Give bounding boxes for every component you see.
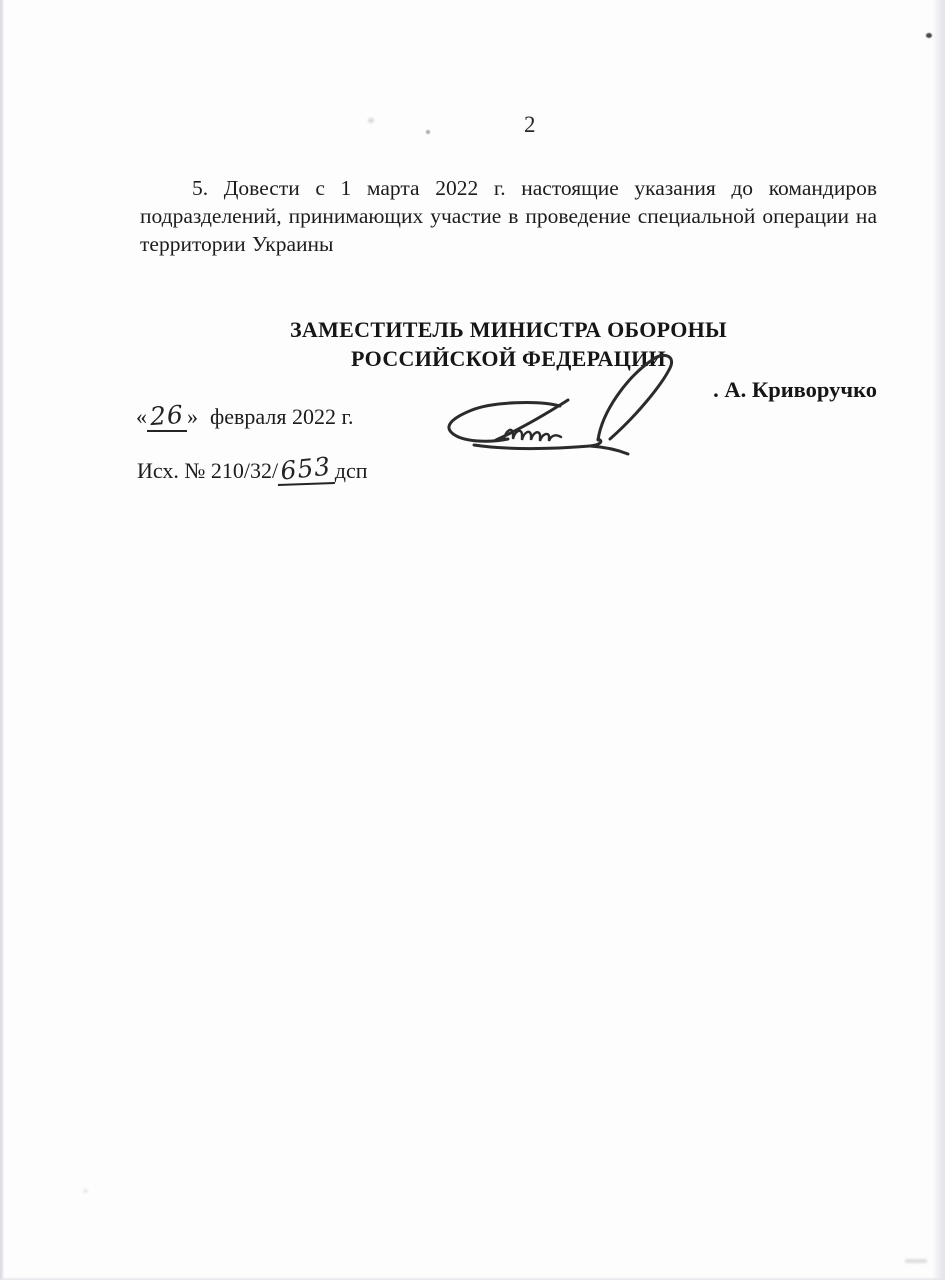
scan-speck bbox=[426, 130, 430, 134]
scan-smudge bbox=[905, 1259, 927, 1263]
signatory-title-line-2: РОССИЙСКОЙ ФЕДЕРАЦИИ bbox=[351, 345, 666, 371]
ref-prefix: Исх. № 210/32/ bbox=[137, 458, 279, 483]
ref-number-blank bbox=[277, 451, 335, 486]
date-rest: февраля 2022 г. bbox=[210, 404, 354, 429]
date-close-quote: » bbox=[187, 404, 198, 429]
date-day-blank bbox=[147, 399, 187, 432]
ref-suffix: дсп bbox=[334, 458, 368, 483]
page-edge-left bbox=[0, 0, 4, 1280]
page-number: 2 bbox=[524, 112, 536, 137]
handwritten-signature-icon bbox=[440, 340, 700, 465]
outgoing-ref-line bbox=[137, 451, 368, 486]
scan-speck bbox=[83, 1189, 88, 1193]
paragraph-line-1: 5. Довести с 1 марта 2022 г. настоящие указания до командиров bbox=[192, 176, 877, 200]
paragraph-line-3: территории Украины bbox=[140, 232, 334, 256]
signatory-title-line-1: ЗАМЕСТИТЕЛЬ МИНИСТРА ОБОРОНЫ bbox=[290, 317, 727, 342]
handwritten-ref-number: 653 bbox=[279, 451, 333, 486]
date-line bbox=[136, 399, 354, 432]
handwritten-day: 26 bbox=[149, 399, 185, 432]
paragraph-line-2: подразделений, принимающих участие в проведение специальной операции на bbox=[140, 204, 877, 228]
signatory-name: . А. Криворучко bbox=[713, 377, 877, 402]
scan-speck bbox=[368, 118, 374, 123]
page-edge-right bbox=[932, 0, 945, 1280]
date-open-quote: « bbox=[136, 404, 147, 429]
scan-speck bbox=[926, 33, 932, 38]
paragraph-item-5 bbox=[140, 174, 877, 258]
